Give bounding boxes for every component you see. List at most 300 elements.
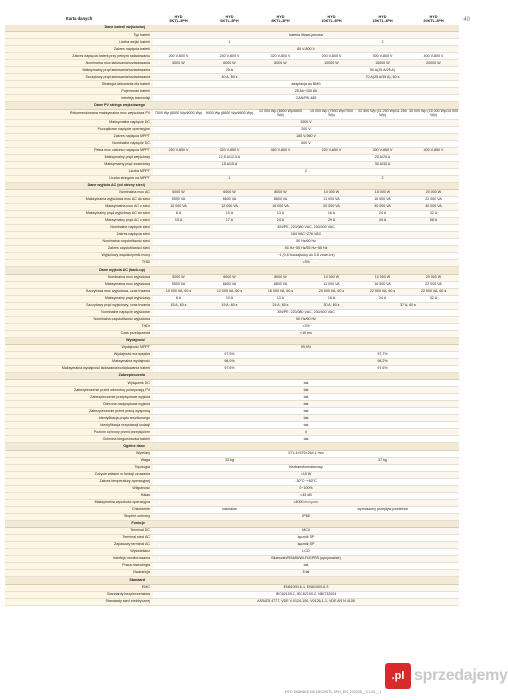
spec-value: 5000 W (153, 274, 204, 281)
spec-value: 32 A (408, 295, 459, 302)
spec-row (5, 464, 459, 471)
spec-label: Wymiary (5, 450, 153, 457)
spec-label: Rekomendowana maksymalna moc wejściowa PV (5, 109, 153, 119)
header-row (5, 13, 459, 25)
spec-label: Nominalna częstotliwość wyjściowa (5, 316, 153, 323)
spec-label: Zużycie własne w funkcji czuwania (5, 471, 153, 478)
spec-label: Maksymalna moc wyjściowa (5, 281, 153, 288)
spec-value: 16 500 VA (357, 281, 408, 288)
spec-row (5, 394, 459, 401)
spec-value: 8800 VA (255, 281, 306, 288)
spec-row (5, 46, 459, 53)
spec-value: 16 A (306, 211, 357, 218)
spec-value: 600 V (153, 140, 459, 147)
spec-value: 0~100% (153, 485, 459, 492)
spec-value: 5500 VA (153, 281, 204, 288)
section-header-row (5, 182, 459, 189)
section-title: Dane PV strings wejściowego (5, 102, 153, 109)
spec-value: 184 VAC~276 VAC (153, 232, 459, 239)
spec-table (5, 13, 459, 606)
spec-label: Waga (5, 457, 153, 464)
spec-value: 70 A(35 A/35 A), 60 s (306, 74, 459, 81)
spec-label: Nominalna moc ładowania/rozładowania (5, 60, 153, 67)
spec-value: 58 A (408, 218, 459, 225)
spec-label: Liczba stringów na MPPT (5, 175, 153, 182)
spec-row (5, 528, 459, 535)
spec-row (5, 53, 459, 60)
spec-value: 22 000 VA (408, 197, 459, 204)
section-fill (153, 443, 459, 450)
spec-label: Zapasowy terminal AC (5, 542, 153, 549)
spec-value: 24 A (357, 211, 408, 218)
spec-label: Szczytowy prąd ładowania/rozładowania (5, 74, 153, 81)
spec-row (5, 429, 459, 436)
spec-value: Bluetooth/RS485/Wi-Fi/GPRS (opcjonalnie) (153, 556, 459, 563)
spec-row (5, 457, 459, 464)
spec-label: Praca równoległa (5, 563, 153, 570)
spec-label: THDi (5, 260, 153, 267)
spec-label: Maksymalny prąd wyjściowy AC do sieci (5, 211, 153, 218)
spec-value: 1000 V (153, 119, 459, 126)
spec-value: 30 000 Wp (15 000 Wp/15 000 Wp) (409, 109, 458, 118)
spec-value: 5500 VA (153, 197, 204, 204)
model-header: HYD 5KTL-3PH (153, 13, 204, 25)
spec-value: 3/N/PE, 220/380 VAC, 230/400 VAC (153, 225, 459, 232)
spec-value: tak (153, 415, 459, 422)
section-fill (153, 267, 459, 274)
spec-value: 5000 W (153, 190, 204, 197)
watermark-badge: .pl (385, 663, 411, 689)
spec-label: Identyfikacja prądu resztkowego (5, 415, 153, 422)
spec-value: 11 000 VA (306, 197, 357, 204)
spec-value: 571,4×575×264,1 mm (153, 450, 459, 457)
spec-label: Standardy sieci elektrycznej (5, 598, 153, 605)
spec-value: AS/NZS 4777, VDE V 0124-100, V0126-1-1, VDE AR N 4105 (153, 598, 459, 605)
spec-value: 6600 VA (204, 197, 255, 204)
spec-label: Wilgotność (5, 485, 153, 492)
spec-value: 24 A (255, 218, 306, 225)
spec-row (5, 549, 459, 556)
spec-row (5, 175, 459, 182)
spec-label: Szczytowy prąd wyjściowy, czas trwania (5, 302, 153, 309)
spec-row (5, 316, 459, 323)
spec-label: Standardy bezpieczeństwa (5, 591, 153, 598)
spec-value: 30 A, 60 s (306, 302, 357, 309)
spec-label: Wyświetlacz (5, 549, 153, 556)
spec-row (5, 60, 459, 67)
spec-label: Poziom ochrony przed przepięciem (5, 429, 153, 436)
spec-label: Strategia ładowania dla baterii (5, 81, 153, 88)
spec-value: IEC62109-1, IEC62109-2, NB/T32004 (153, 591, 459, 598)
spec-value: 5 lat (153, 570, 459, 577)
spec-label: Interfejs transmisji (5, 95, 153, 102)
section-fill (153, 102, 459, 109)
spec-label: Maksymalna wydajność ładowania/rozładowania baterii (5, 365, 153, 372)
spec-value: 10000 W (306, 60, 357, 67)
spec-row (5, 260, 459, 267)
spec-value: bateria litowo-jonowa (153, 32, 459, 39)
spec-value: 6600 VA (204, 281, 255, 288)
spec-value: 50 Hz/60 Hz (153, 316, 459, 323)
spec-row (5, 161, 459, 168)
spec-value: LCD (153, 549, 459, 556)
spec-value: 19 A, 60 s (204, 302, 255, 309)
spec-row (5, 344, 459, 351)
section-header-row (5, 25, 459, 32)
spec-value: 25 Ah~100 Ah (153, 88, 459, 95)
spec-value: 25 A (153, 67, 306, 74)
spec-value: EN61000-6-1, EN61000-6-3 (153, 584, 459, 591)
spec-row (5, 232, 459, 239)
spec-value: 180 V-960 V (153, 133, 459, 140)
spec-value: 320 V-850 V (204, 147, 255, 154)
spec-value: łącznik SP (153, 535, 459, 542)
spec-value: 360 V-850 V (255, 147, 306, 154)
spec-value: II (153, 429, 459, 436)
spec-value: 2 (306, 175, 459, 182)
spec-value: 10 A (204, 295, 255, 302)
spec-label: Wydajność MPPT (5, 344, 153, 351)
section-title: Dane wyjścia AC (back-up) (5, 267, 153, 274)
section-fill (153, 182, 459, 189)
section-title: Standard (5, 577, 153, 584)
spec-value: tak (153, 436, 459, 443)
spec-label: THDr (5, 323, 153, 330)
watermark-text: sprzedajemy (414, 667, 508, 684)
spec-value: naturalne (153, 506, 306, 513)
spec-value: <3% (153, 323, 459, 330)
spec-value: 30 A/30 A (306, 161, 459, 168)
spec-value: 13 A (255, 211, 306, 218)
spec-value: wymuszony przepływ powietrza (306, 506, 459, 513)
model-header: HYD 15KTL-3PH (357, 13, 408, 25)
spec-row (5, 570, 459, 577)
spec-value: 6000 W (204, 60, 255, 67)
spec-label: Maksymalny prąd ładowania/rozładowania (5, 67, 153, 74)
spec-value: 12 000 VA, 60 s (204, 288, 255, 295)
spec-row (5, 281, 459, 288)
spec-value: 200 V-800 V (153, 53, 204, 60)
spec-value: 40 A, 60 s (153, 74, 306, 81)
spec-value: 20 000 VA, 60 s (306, 288, 357, 295)
spec-value: <10 W (153, 471, 459, 478)
spec-label: Zakres częstotliwości sieci (5, 246, 153, 253)
spec-label: Terminal sieci AC (5, 535, 153, 542)
spec-label: Stopień ochrony (5, 513, 153, 520)
spec-row (5, 95, 459, 102)
page-number: 40 (463, 17, 470, 23)
spec-value: 1 (153, 39, 306, 46)
spec-label: Zakres napięcia MPPT (5, 133, 153, 140)
spec-row (5, 295, 459, 302)
section-fill (153, 520, 459, 527)
spec-row (5, 365, 459, 372)
spec-value: 37 kg (306, 457, 459, 464)
spec-value: <3% (153, 260, 459, 267)
spec-row (5, 387, 459, 394)
section-header-row (5, 267, 459, 274)
spec-label: Maksymalna wysokość operacyjna (5, 499, 153, 506)
spec-value: 15 000 Wp (7500 Wp/7500 Wp) (306, 109, 357, 119)
section-fill (153, 577, 459, 584)
section-header-row (5, 372, 459, 379)
spec-value: tak (153, 563, 459, 570)
spec-value: tak (153, 387, 459, 394)
spec-row (5, 88, 459, 95)
spec-value: 400 V-800 V (408, 53, 459, 60)
spec-value: 99,9% (153, 344, 459, 351)
spec-row (5, 535, 459, 542)
spec-value: tak (153, 401, 459, 408)
spec-label: Wyjściowy współczynnik mocy (5, 253, 153, 260)
spec-row (5, 147, 459, 154)
spec-label: Maksymalny prąd wyjściowy (5, 295, 153, 302)
spec-label: Początkowe napięcie operacyjne (5, 126, 153, 133)
spec-label: Nominalne napięcie sieci (5, 225, 153, 232)
spec-value: 15 A (153, 218, 204, 225)
spec-row (5, 204, 459, 211)
spec-label: Maksymalny prąd zwarciowy (5, 161, 153, 168)
spec-row (5, 492, 459, 499)
spec-value: 50 A(25 A/25 A) (306, 67, 459, 74)
header-corner: Karta danych (5, 13, 153, 25)
spec-row (5, 358, 459, 365)
spec-value: 5000 W (153, 60, 204, 67)
spec-table-body (5, 25, 459, 605)
spec-value: 8 A (153, 295, 204, 302)
spec-value: 20000 W (408, 60, 459, 67)
spec-label: Maksymalna moc AC z sieci (5, 204, 153, 211)
model-header: HYD 8KTL-3PH (255, 13, 306, 25)
spec-label: Nominalne napięcie wyjściowe (5, 309, 153, 316)
spec-value: tak (153, 380, 459, 387)
spec-value: <10 ms (153, 330, 459, 337)
model-header: HYD 20KTL-3PH (408, 13, 459, 25)
spec-label: Maksymalna wydajność (5, 358, 153, 365)
spec-row (5, 288, 459, 295)
section-title: Ogólne dane (5, 443, 153, 450)
spec-row (5, 506, 459, 513)
spec-row (5, 126, 459, 133)
spec-value: 15 A, 60 s (153, 302, 204, 309)
spec-value: IP65 (153, 513, 459, 520)
spec-label: Interfejs monitorowania (5, 556, 153, 563)
spec-value: 15000 W (357, 60, 408, 67)
spec-label: Ochrona biegunowości baterii (5, 436, 153, 443)
spec-value: 250 V-850 V (153, 147, 204, 154)
spec-value: tak (153, 408, 459, 415)
spec-label: Nominalna moc AC (5, 190, 153, 197)
spec-value: 33 kg (153, 457, 306, 464)
spec-value: adaptacja do BMS (153, 81, 459, 88)
watermark (385, 658, 508, 694)
spec-row (5, 323, 459, 330)
spec-label: Typ baterii (5, 32, 153, 39)
spec-row (5, 253, 459, 260)
spec-label: Zakres napięcia baterii przy pełnym naładowaniu (5, 53, 153, 60)
spec-value: 22 000 VA (408, 281, 459, 288)
spec-value: 44 A (357, 218, 408, 225)
spec-value: 24 A, 60 s (255, 302, 306, 309)
spec-value: 37 A, 60 s (357, 302, 459, 309)
spec-value: 16 A (306, 295, 357, 302)
spec-value: 300 V-850 V (357, 147, 408, 154)
section-title: Dane baterii wejściowej (5, 25, 153, 32)
spec-value: 98,2% (306, 358, 459, 365)
section-title: Dane wyjścia AC (od strony sieci) (5, 182, 153, 189)
spec-row (5, 401, 459, 408)
spec-value: 1 (153, 175, 306, 182)
spec-row (5, 351, 459, 358)
spec-label: EMC (5, 584, 153, 591)
spec-value: 8000 W (255, 190, 306, 197)
spec-value: 98,0% (153, 358, 306, 365)
spec-row (5, 39, 459, 46)
section-header-row (5, 577, 459, 584)
spec-value: 97,7% (306, 351, 459, 358)
spec-row (5, 140, 459, 147)
spec-value: 40 000 VA (408, 204, 459, 211)
spec-label: Maksymalne napięcie DC (5, 119, 153, 126)
spec-row (5, 168, 459, 175)
spec-value: tak (153, 394, 459, 401)
spec-row (5, 436, 459, 443)
spec-row (5, 81, 459, 88)
document-footer: HYD 5K8K6KE10K15K20KTL-3PH_EN_202005__V1.00__1 (285, 690, 382, 694)
spec-label: Liczba MPPT (5, 168, 153, 175)
spec-value: 22 000 VA, 60 s (408, 288, 459, 295)
spec-row (5, 415, 459, 422)
spec-value: 8800 VA (255, 197, 306, 204)
section-header-row (5, 337, 459, 344)
spec-value: 13 A (255, 295, 306, 302)
section-header-row (5, 520, 459, 527)
spec-value: 25 A/25 A (306, 154, 459, 161)
spec-row (5, 485, 459, 492)
spec-row (5, 513, 459, 520)
spec-value: 300 V-800 V (357, 53, 408, 60)
spec-row (5, 190, 459, 197)
model-header: HYD 6KTL-3PH (204, 13, 255, 25)
spec-label: Zakres napięcia baterii (5, 46, 153, 53)
spec-value: 80 V-800 V (153, 46, 459, 53)
spec-value: 320 V-800 V (255, 53, 306, 60)
spec-label: Chłodzenie (5, 506, 153, 513)
spec-label: Nominalna moc wyjściowa (5, 274, 153, 281)
datasheet (5, 13, 459, 606)
section-header-row (5, 102, 459, 109)
spec-value: ~1 (0,8 buczajścicy do 0,8 zewn.trz) (153, 253, 459, 260)
spec-label: Maksymalna wyjściowa moc AC do sieci (5, 197, 153, 204)
spec-value: 97,6% (153, 365, 306, 372)
spec-value: łącznik SP (153, 542, 459, 549)
section-fill (153, 337, 459, 344)
spec-row (5, 133, 459, 140)
spec-value: <4000 m n.p.m. (153, 499, 459, 506)
spec-value: 20 000 VA (306, 204, 357, 211)
spec-value: 6000 W (204, 274, 255, 281)
section-title: Zabezpieczenia (5, 372, 153, 379)
spec-label: Nominalna częstotliwość sieci (5, 239, 153, 246)
spec-value: 15 000 W (357, 190, 408, 197)
spec-row (5, 450, 459, 457)
section-fill (153, 25, 459, 32)
spec-value: 7500 Wp (6000 Wp/6000 Wp) (153, 109, 204, 119)
spec-label: Szczytowa moc wyjściowa, czas trwania (5, 288, 153, 295)
section-title: Wydajność (5, 337, 153, 344)
spec-row (5, 32, 459, 39)
spec-row (5, 556, 459, 563)
spec-label: Nominalne napięcie DC (5, 140, 153, 147)
spec-value: 2 (306, 39, 459, 46)
spec-value: CAN/RS-485 (153, 95, 459, 102)
spec-value: 10 000 VA, 60 s (153, 288, 204, 295)
spec-row (5, 74, 459, 81)
spec-value: -30°C~+60°C (153, 478, 459, 485)
spec-value: 9000 Wp (6600 Wp/6600 Wp) (204, 109, 255, 119)
spec-value: 6000 W (204, 190, 255, 197)
spec-row (5, 542, 459, 549)
spec-row (5, 471, 459, 478)
spec-label: Wydajność europejska (5, 351, 153, 358)
spec-value: 12,5 A/12,5 A (153, 154, 306, 161)
spec-value: 24 A (357, 295, 408, 302)
spec-row (5, 119, 459, 126)
spec-value: 8000 W (255, 60, 306, 67)
spec-label: Liczba wejść baterii (5, 39, 153, 46)
spec-label: Identyfikacja rezystancji izolacji (5, 422, 153, 429)
spec-row (5, 274, 459, 281)
spec-row (5, 109, 459, 119)
spec-value: 2 (153, 168, 459, 175)
spec-value: 10 A (204, 211, 255, 218)
spec-row (5, 225, 459, 232)
spec-label: Zakres temperatury operacyjnej (5, 478, 153, 485)
spec-label: Zabezpieczenie przed odwrotną polaryzacją PV (5, 387, 153, 394)
spec-value: 15 000 W (357, 274, 408, 281)
spec-label: Czas przełączenia (5, 330, 153, 337)
spec-row (5, 380, 459, 387)
spec-label: Topologia (5, 464, 153, 471)
spec-value: 220 V-850 V (306, 147, 357, 154)
spec-row (5, 584, 459, 591)
spec-label: Maksymalny prąd AC z sieci (5, 218, 153, 225)
spec-value: 97,6% (306, 365, 459, 372)
spec-value: 10 000 VA (153, 204, 204, 211)
spec-value: 200 V-800 V (306, 53, 357, 60)
spec-row (5, 408, 459, 415)
spec-row (5, 563, 459, 570)
spec-label: Gwarancja (5, 570, 153, 577)
spec-value: 16 000 VA (255, 204, 306, 211)
spec-value: 16 000 VA, 60 s (255, 288, 306, 295)
spec-label: Zabezpieczenie przed pracą wyspową (5, 408, 153, 415)
spec-row (5, 330, 459, 337)
spec-row (5, 598, 459, 605)
spec-value: 200 V (153, 126, 459, 133)
spec-value: 30 000 VA (357, 204, 408, 211)
spec-value: 32 A (408, 211, 459, 218)
spec-row (5, 154, 459, 161)
spec-label: Ochrona nadprądowa wyjścia (5, 401, 153, 408)
spec-value: 12 000 Wp (6600 Wp/6600 Wp) (255, 109, 306, 119)
model-header: HYD 10KTL-3PH (306, 13, 357, 25)
spec-value: 22 500 Wp (11 250 Wp/11 250 Wp) (358, 109, 407, 118)
spec-label: Pełna moc zakresu napięcia MPPT (5, 147, 153, 154)
spec-row (5, 197, 459, 204)
spec-row (5, 239, 459, 246)
spec-value: 10 000 W (306, 190, 357, 197)
